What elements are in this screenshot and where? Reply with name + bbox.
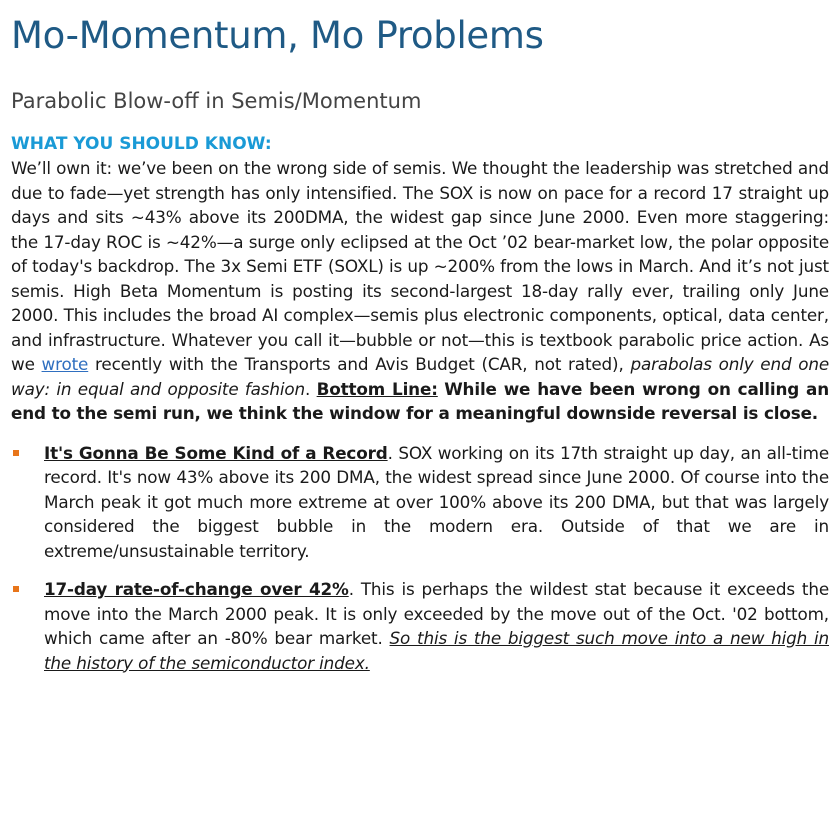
square-bullet-icon: [13, 450, 19, 456]
summary-italic-text: parabolas only end one way: in equal and opposite fashion: [11, 354, 830, 399]
wrote-link[interactable]: wrote: [41, 354, 89, 374]
bottom-line-label: Bottom Line:: [316, 378, 438, 399]
bullet-text: . This is perhaps the wildest stat because it exceeds the move into the March 2000 peak. It is only exceeded by the move out of the Oct. '02 bottom, which came after an -80% bear market.: [44, 579, 829, 648]
bullet-item-record: [11, 441, 829, 564]
bullet-heading: 17-day rate-of-change over 42%: [44, 579, 349, 599]
bullet-text: . SOX working on its 17th straight up day, an all-time record. It's now 43% above its 200 DMA, the widest spread since June 2000. Of course into the March peak it got much more extreme at over 100% above its 200 DMA, but that was largely considered the biggest bubble in the modern era. Outside of that we are in extreme/unsustainable territory.: [44, 442, 829, 561]
summary-text-2: recently with the Transports and Avis Budget (CAR, not rated),: [95, 354, 624, 374]
bullet-emphasis: So this is the biggest such move into a new high in the history of the semiconductor index.: [44, 628, 829, 673]
summary-text-1: We’ll own it: we’ve been on the wrong side of semis. We thought the leadership was stretched and due to fade—yet strength has only intensified. The SOX is now on pace for a record 17 straight up days and sits ~43% above its 200DMA, the widest gap since June 2000. Even more staggering: the 17-day ROC is ~42%—a surge only eclipsed at the Oct ’02 bear-market low, the polar opposite of today's backdrop. The 3x Semi ETF (SOXL) is up ~200% from the lows in March. And it’s not just semis. High Beta Momentum is posting its second-largest 18-day rally ever, trailing only June 2000. This includes the broad AI complex—semis plus electronic components, optical, data center, and infrastructure. Whatever you call it—bubble or not—this is textbook parabolic price action. As we: [11, 158, 829, 374]
summary-period: .: [305, 378, 311, 399]
bullet-heading: It's Gonna Be Some Kind of a Record: [44, 442, 388, 463]
bullet-item-roc: [11, 577, 829, 675]
page-title: Mo-Momentum, Mo Problems: [11, 14, 544, 57]
bullet-list: [11, 441, 829, 676]
bottom-line-text: While we have been wrong on calling an end to the semi run, we think the window for a meaningful downside reversal is close.: [11, 378, 830, 423]
section-label: WHAT YOU SHOULD KNOW:: [11, 134, 272, 154]
page-subtitle: Parabolic Blow-off in Semis/Momentum: [11, 89, 422, 113]
square-bullet-icon: [13, 586, 19, 592]
summary-paragraph: [11, 156, 829, 426]
